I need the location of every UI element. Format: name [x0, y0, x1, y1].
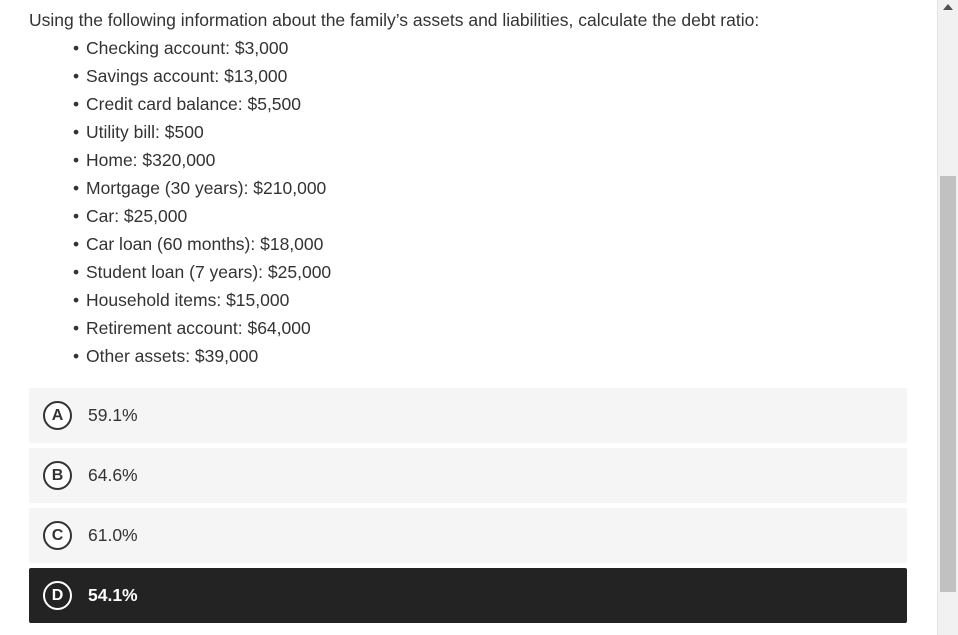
- bullet-icon: •: [73, 262, 80, 282]
- list-item-text: Checking account: $3,000: [86, 38, 289, 58]
- list-item: [73, 176, 907, 204]
- bullet-icon: •: [73, 346, 80, 366]
- answer-option-a[interactable]: [29, 388, 907, 443]
- list-item-text: Car loan (60 months): $18,000: [86, 234, 324, 254]
- list-item: [73, 260, 907, 288]
- option-letter-badge: A: [43, 401, 72, 430]
- bullet-icon: •: [73, 94, 80, 114]
- bullet-icon: •: [73, 290, 80, 310]
- list-item: [73, 288, 907, 316]
- option-letter-badge: B: [43, 461, 72, 490]
- list-item-text: Household items: $15,000: [86, 290, 290, 310]
- bullet-icon: •: [73, 150, 80, 170]
- vertical-scrollbar[interactable]: [937, 0, 958, 635]
- scroll-up-arrow-icon[interactable]: [943, 4, 953, 10]
- answer-option-b[interactable]: [29, 448, 907, 503]
- list-item-text: Credit card balance: $5,500: [86, 94, 301, 114]
- option-letter-badge: C: [43, 521, 72, 550]
- question-prompt: Using the following information about the family’s assets and liabilities, calculate the debt ratio:: [29, 10, 760, 30]
- bullet-icon: •: [73, 318, 80, 338]
- list-item-text: Home: $320,000: [86, 150, 216, 170]
- list-item: [73, 148, 907, 176]
- list-item-text: Student loan (7 years): $25,000: [86, 262, 332, 282]
- list-item-text: Retirement account: $64,000: [86, 318, 311, 338]
- bullet-icon: •: [73, 206, 80, 226]
- question-area: [29, 8, 907, 372]
- list-item-text: Savings account: $13,000: [86, 66, 288, 86]
- bullet-icon: •: [73, 122, 80, 142]
- option-text: 54.1%: [88, 585, 138, 605]
- bullet-icon: •: [73, 178, 80, 198]
- list-item: [73, 64, 907, 92]
- list-item: [73, 344, 907, 372]
- option-text: 59.1%: [88, 405, 138, 425]
- list-item: [73, 232, 907, 260]
- list-item: [73, 120, 907, 148]
- list-item: [73, 316, 907, 344]
- list-item: [73, 204, 907, 232]
- bullet-icon: •: [73, 38, 80, 58]
- list-item-text: Utility bill: $500: [86, 122, 204, 142]
- option-text: 64.6%: [88, 465, 138, 485]
- answer-option-d[interactable]: [29, 568, 907, 623]
- bullet-icon: •: [73, 66, 80, 86]
- scrollbar-thumb[interactable]: [940, 176, 956, 592]
- list-item-text: Mortgage (30 years): $210,000: [86, 178, 327, 198]
- list-item-text: Other assets: $39,000: [86, 346, 259, 366]
- answer-option-c[interactable]: [29, 508, 907, 563]
- list-item: [73, 36, 907, 64]
- list-item: [73, 92, 907, 120]
- list-item-text: Car: $25,000: [86, 206, 188, 226]
- bullet-icon: •: [73, 234, 80, 254]
- option-letter-badge: D: [43, 581, 72, 610]
- asset-liability-list: [29, 36, 907, 372]
- option-text: 61.0%: [88, 525, 138, 545]
- answer-options: [29, 388, 907, 628]
